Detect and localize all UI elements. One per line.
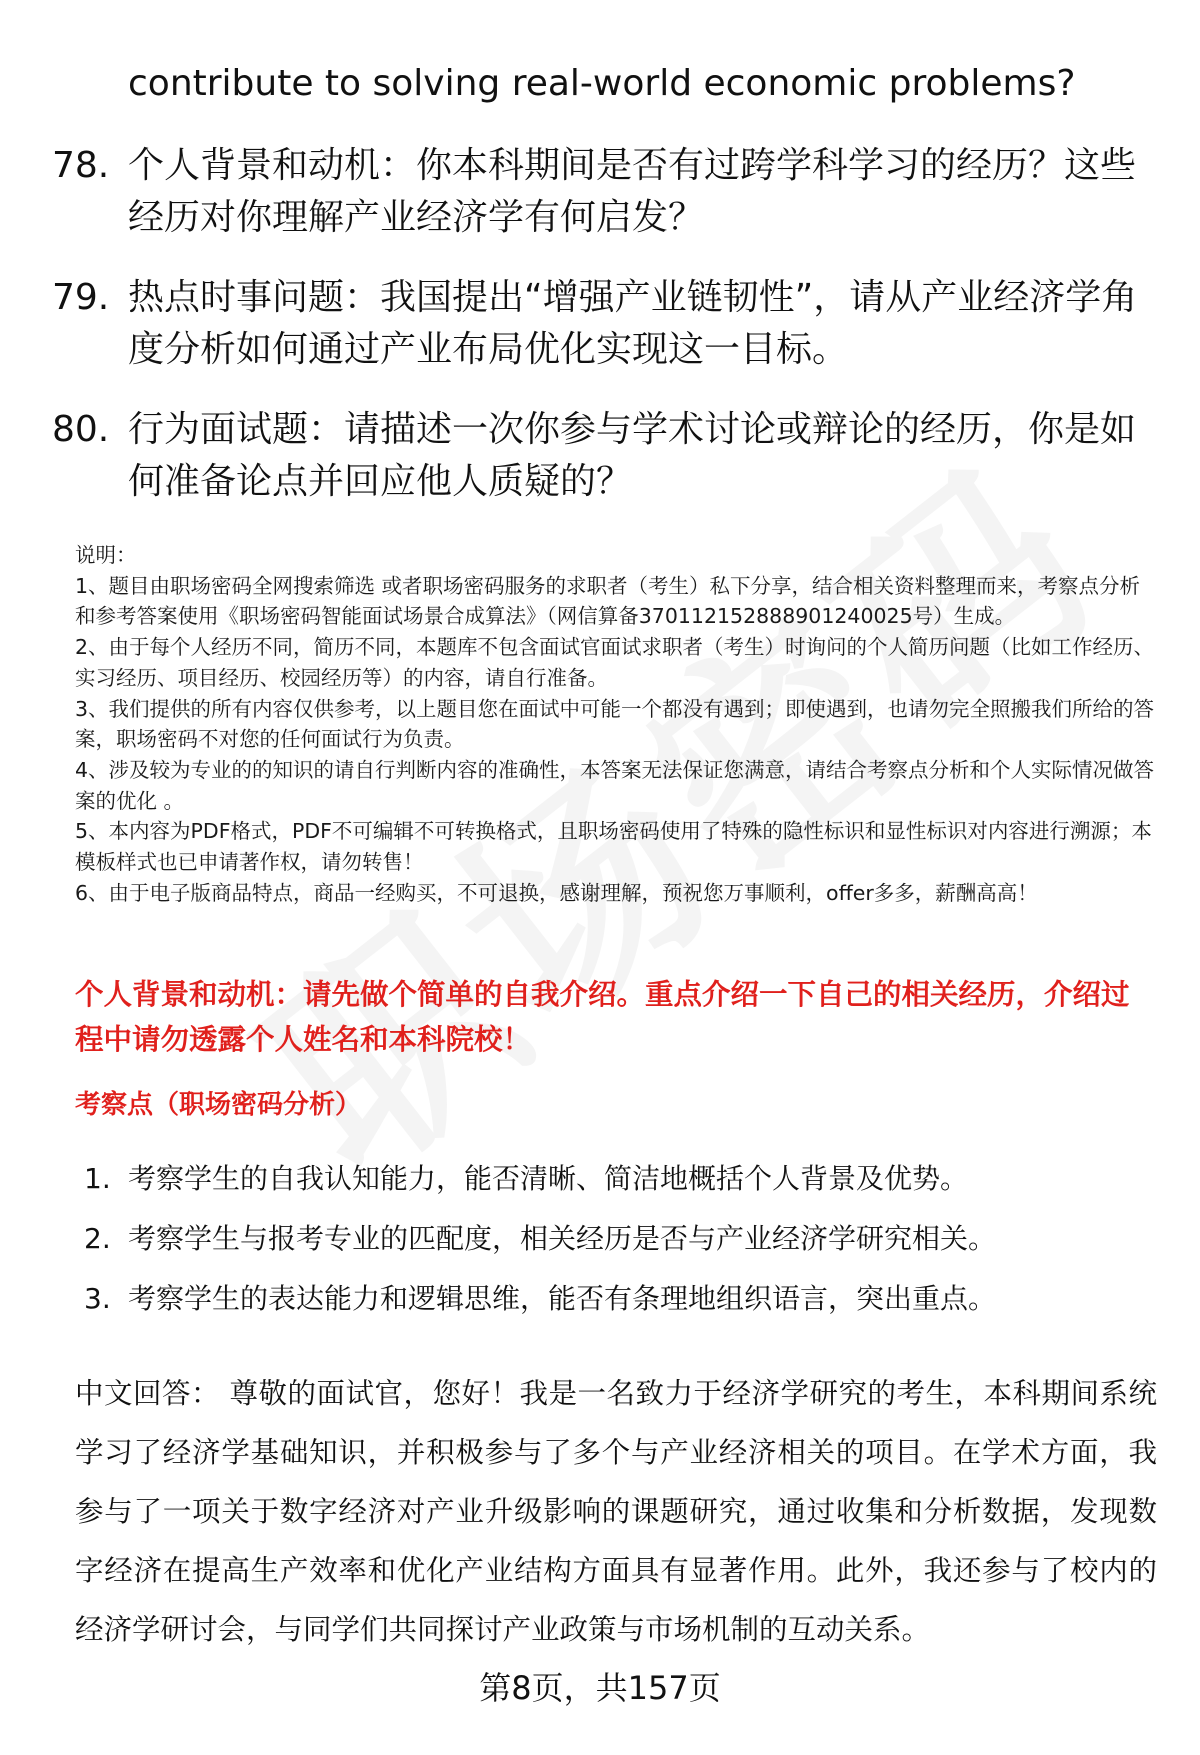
note-item: 5、本内容为PDF格式，PDF不可编辑不可转换格式，且职场密码使用了特殊的隐性标识和显性标识对内容进行溯源；本模板样式也已申请著作权，请勿转售！ <box>75 819 1152 875</box>
question-text: 热点时事问题：我国提出“增强产业链韧性”，请从产业经济学角度分析如何通过产业布局优化实现这一目标。 <box>128 277 1138 370</box>
question-number: 80. <box>52 409 110 450</box>
points-heading: 考察点（职场密码分析） <box>75 1090 362 1120</box>
notes-section <box>75 540 1155 908</box>
note-item: 3、我们提供的所有内容仅供参考，以上题目您在面试中可能一个都没有遇到；即使遇到，也请勿完全照搬我们所给的答案，职场密码不对您的任何面试行为负责。 <box>75 696 1155 752</box>
question-number: 79. <box>52 277 110 318</box>
question-text: 个人背景和动机：你本科期间是否有过跨学科学习的经历？这些经历对你理解产业经济学有何启发？ <box>128 145 1137 238</box>
note-item: 4、涉及较为专业的的知识的请自行判断内容的准确性，本答案无法保证您满意，请结合考察点分析和个人实际情况做答案的优化 。 <box>75 757 1155 813</box>
continuation-text: contribute to solving real-world economic problems? <box>128 63 1076 104</box>
point-item <box>84 1219 1154 1259</box>
note-item: 1、题目由职场密码全网搜索筛选 或者职场密码服务的求职者（考生）私下分享，结合相关资料整理而来，考察点分析和参考答案使用《职场密码智能面试场景合成算法》（网信算备370112152888901240025号）生成。 <box>75 573 1141 629</box>
point-item <box>84 1159 1154 1199</box>
point-number: 3. <box>84 1282 111 1315</box>
point-item <box>84 1279 1154 1319</box>
question-item <box>52 404 1152 508</box>
point-text: 考察学生的表达能力和逻辑思维，能否有条理地组织语言，突出重点。 <box>128 1282 997 1315</box>
point-text: 考察学生的自我认知能力，能否清晰、简洁地概括个人背景及优势。 <box>128 1162 969 1195</box>
note-item: 6、由于电子版商品特点，商品一经购买，不可退换，感谢理解，预祝您万事顺利，offer多多，薪酬高高！ <box>75 880 1038 905</box>
point-text: 考察学生与报考专业的匹配度，相关经历是否与产业经济学研究相关。 <box>128 1222 997 1255</box>
featured-question: 个人背景和动机：请先做个简单的自我介绍。重点介绍一下自己的相关经历，介绍过程中请勿透露个人姓名和本科院校！ <box>75 978 1130 1056</box>
note-item: 2、由于每个人经历不同，简历不同，本题库不包含面试官面试求职者（考生）时询问的个人简历问题（比如工作经历、实习经历、项目经历、校园经历等）的内容，请自行准备。 <box>75 635 1155 690</box>
point-number: 1. <box>84 1162 111 1195</box>
question-list <box>52 140 1152 536</box>
question-text: 行为面试题：请描述一次你参与学术讨论或辩论的经历，你是如何准备论点并回应他人质疑的？ <box>128 409 1137 502</box>
question-number: 78. <box>52 145 110 186</box>
answer-text: 中文回答： 尊敬的面试官，您好！我是一名致力于经济学研究的考生，本科期间系统学习了经济学基础知识，并积极参与了多个与产业经济相关的项目。在学术方面，我参与了一项关于数字经济对产业升级影响的课题研究，通过收集和分析数据，发现数字经济在提高生产效率和优化产业结构方面具有显著作用。此外，我还参与了校内的经济学研讨会，与同学们共同探讨产业政策与市场机制的互动关系。 <box>75 1377 1157 1646</box>
question-item <box>52 140 1152 244</box>
point-number: 2. <box>84 1222 111 1255</box>
notes-title: 说明： <box>75 543 137 567</box>
question-item <box>52 272 1152 376</box>
points-list <box>84 1159 1154 1339</box>
page-number: 第8页，共157页 <box>479 1669 721 1707</box>
